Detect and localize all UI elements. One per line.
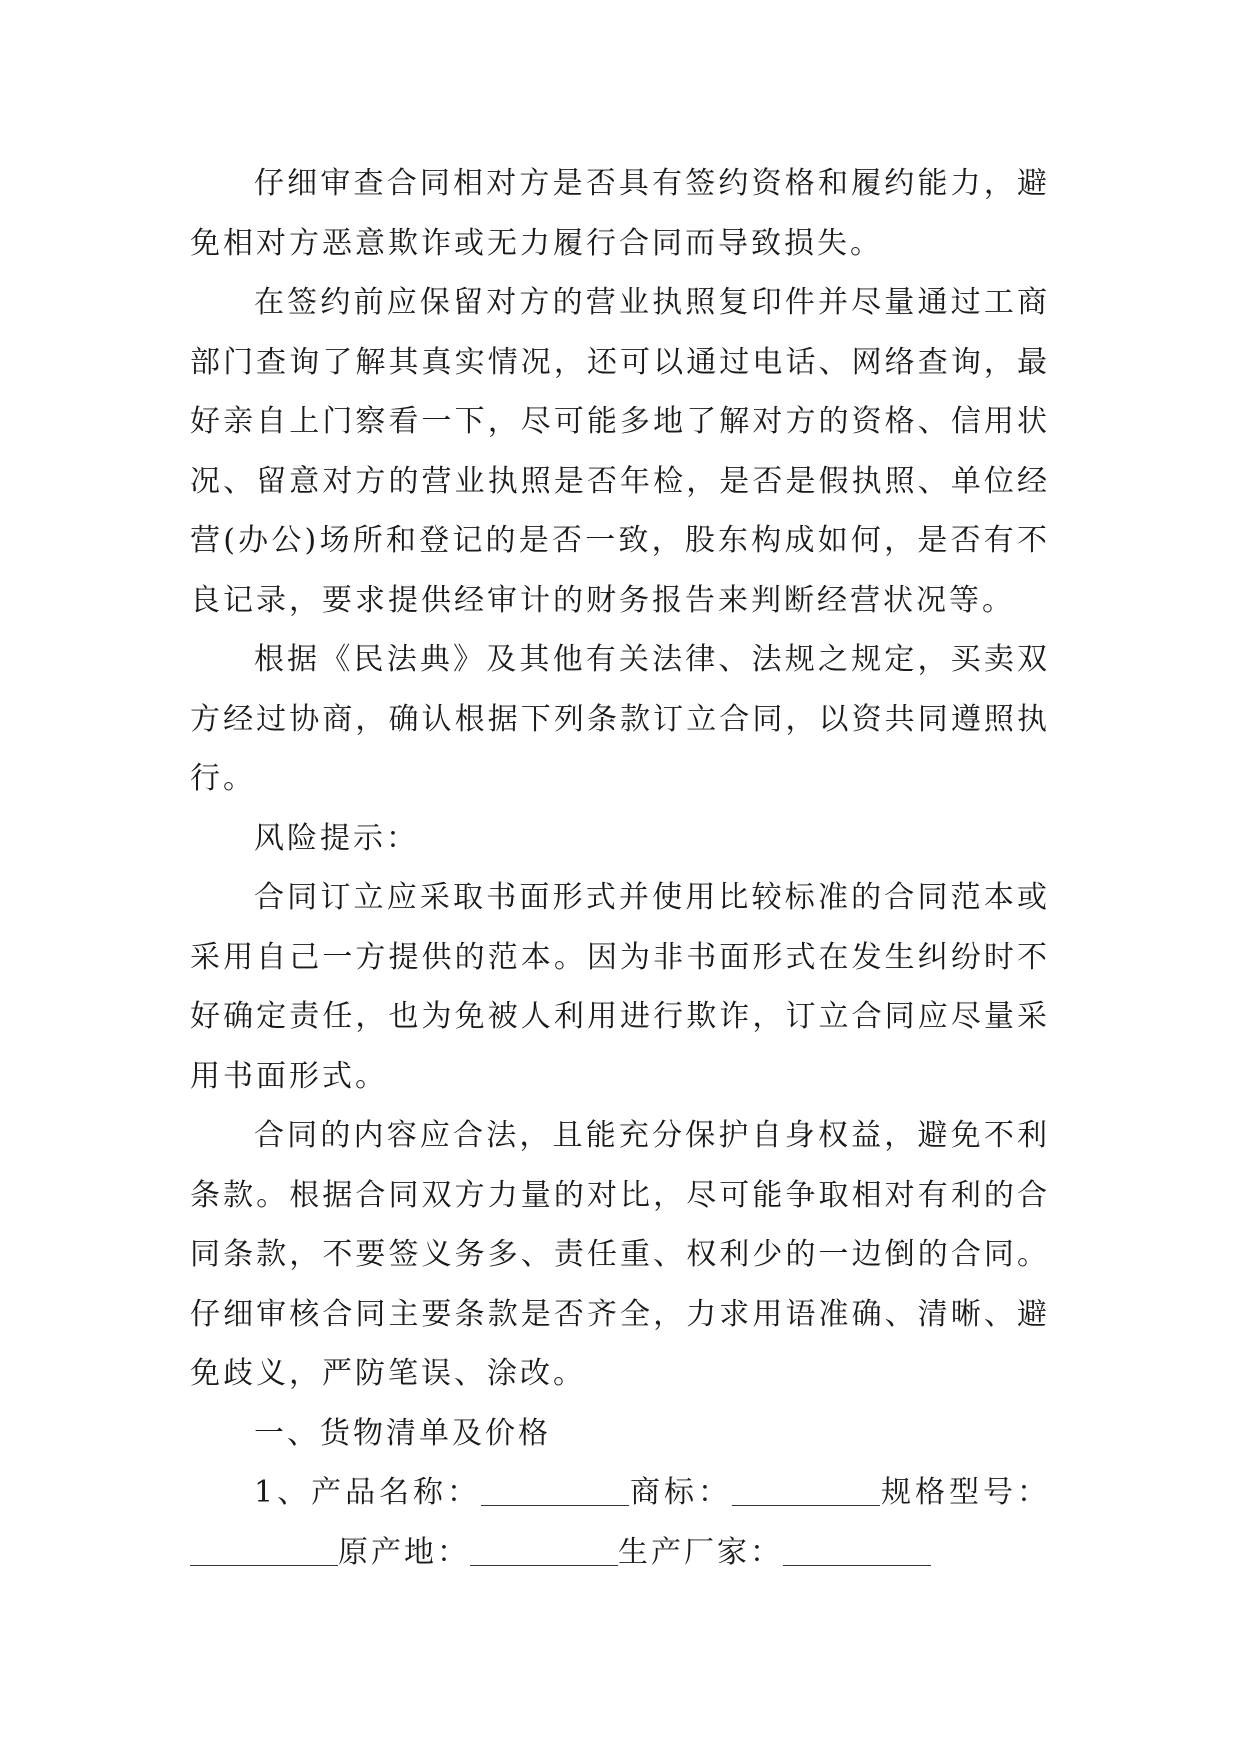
paragraph-pre-signing-checks: 在签约前应保留对方的营业执照复印件并尽量通过工商部门查询了解其真实情况，还可以通过电话、网络查询，最好亲自上门察看一下，尽可能多地了解对方的资格、信用状况、留意对方的营业执照是否年检，是否是假执照、单位经营(办公)场所和登记的是否一致，股东构成如何，是否有不良记录，要求提供经审计的财务报告来判断经营状况等。 bbox=[190, 285, 1050, 618]
manufacturer-blank[interactable] bbox=[783, 1535, 931, 1566]
section-heading-goods-list: 一、货物清单及价格 bbox=[254, 1415, 551, 1451]
paragraph-written-form: 合同订立应采取书面形式并使用比较标准的合同范本或采用自己一方提供的范本。因为非书面形式在发生纠纷时不好确定责任，也为免被人利用进行欺诈，订立合同应尽量采用书面形式。 bbox=[190, 880, 1050, 1094]
origin-label: 原产地： bbox=[338, 1534, 470, 1570]
paragraph-counterparty-review: 仔细审查合同相对方是否具有签约资格和履约能力，避免相对方恶意欺诈或无力履行合同而导致损失。 bbox=[190, 166, 1050, 261]
product-name-blank[interactable] bbox=[481, 1475, 629, 1506]
item-prefix-product-name: 1、产品名称： bbox=[254, 1475, 482, 1510]
model-label: 规格型号： bbox=[880, 1475, 1051, 1510]
trademark-blank[interactable] bbox=[732, 1475, 880, 1506]
trademark-label: 商标： bbox=[629, 1475, 733, 1510]
goods-item-line bbox=[190, 1463, 1050, 1582]
paragraph-content-legality: 合同的内容应合法，且能充分保护自身权益，避免不利条款。根据合同双方力量的对比，尽可能争取相对有利的合同条款，不要签义务多、责任重、权利少的一边倒的合同。仔细审核合同主要条款是否齐全，力求用语准确、清晰、避免歧义，严防笔误、涂改。 bbox=[190, 1118, 1050, 1391]
paragraph-legal-basis: 根据《民法典》及其他有关法律、法规之规定，买卖双方经过协商，确认根据下列条款订立合同，以资共同遵照执行。 bbox=[190, 642, 1050, 796]
origin-blank[interactable] bbox=[470, 1535, 618, 1566]
paragraph-risk-heading: 风险提示： bbox=[254, 820, 419, 856]
manufacturer-label: 生产厂家： bbox=[618, 1534, 783, 1570]
document-body bbox=[190, 154, 1050, 1582]
model-blank[interactable] bbox=[190, 1535, 338, 1566]
